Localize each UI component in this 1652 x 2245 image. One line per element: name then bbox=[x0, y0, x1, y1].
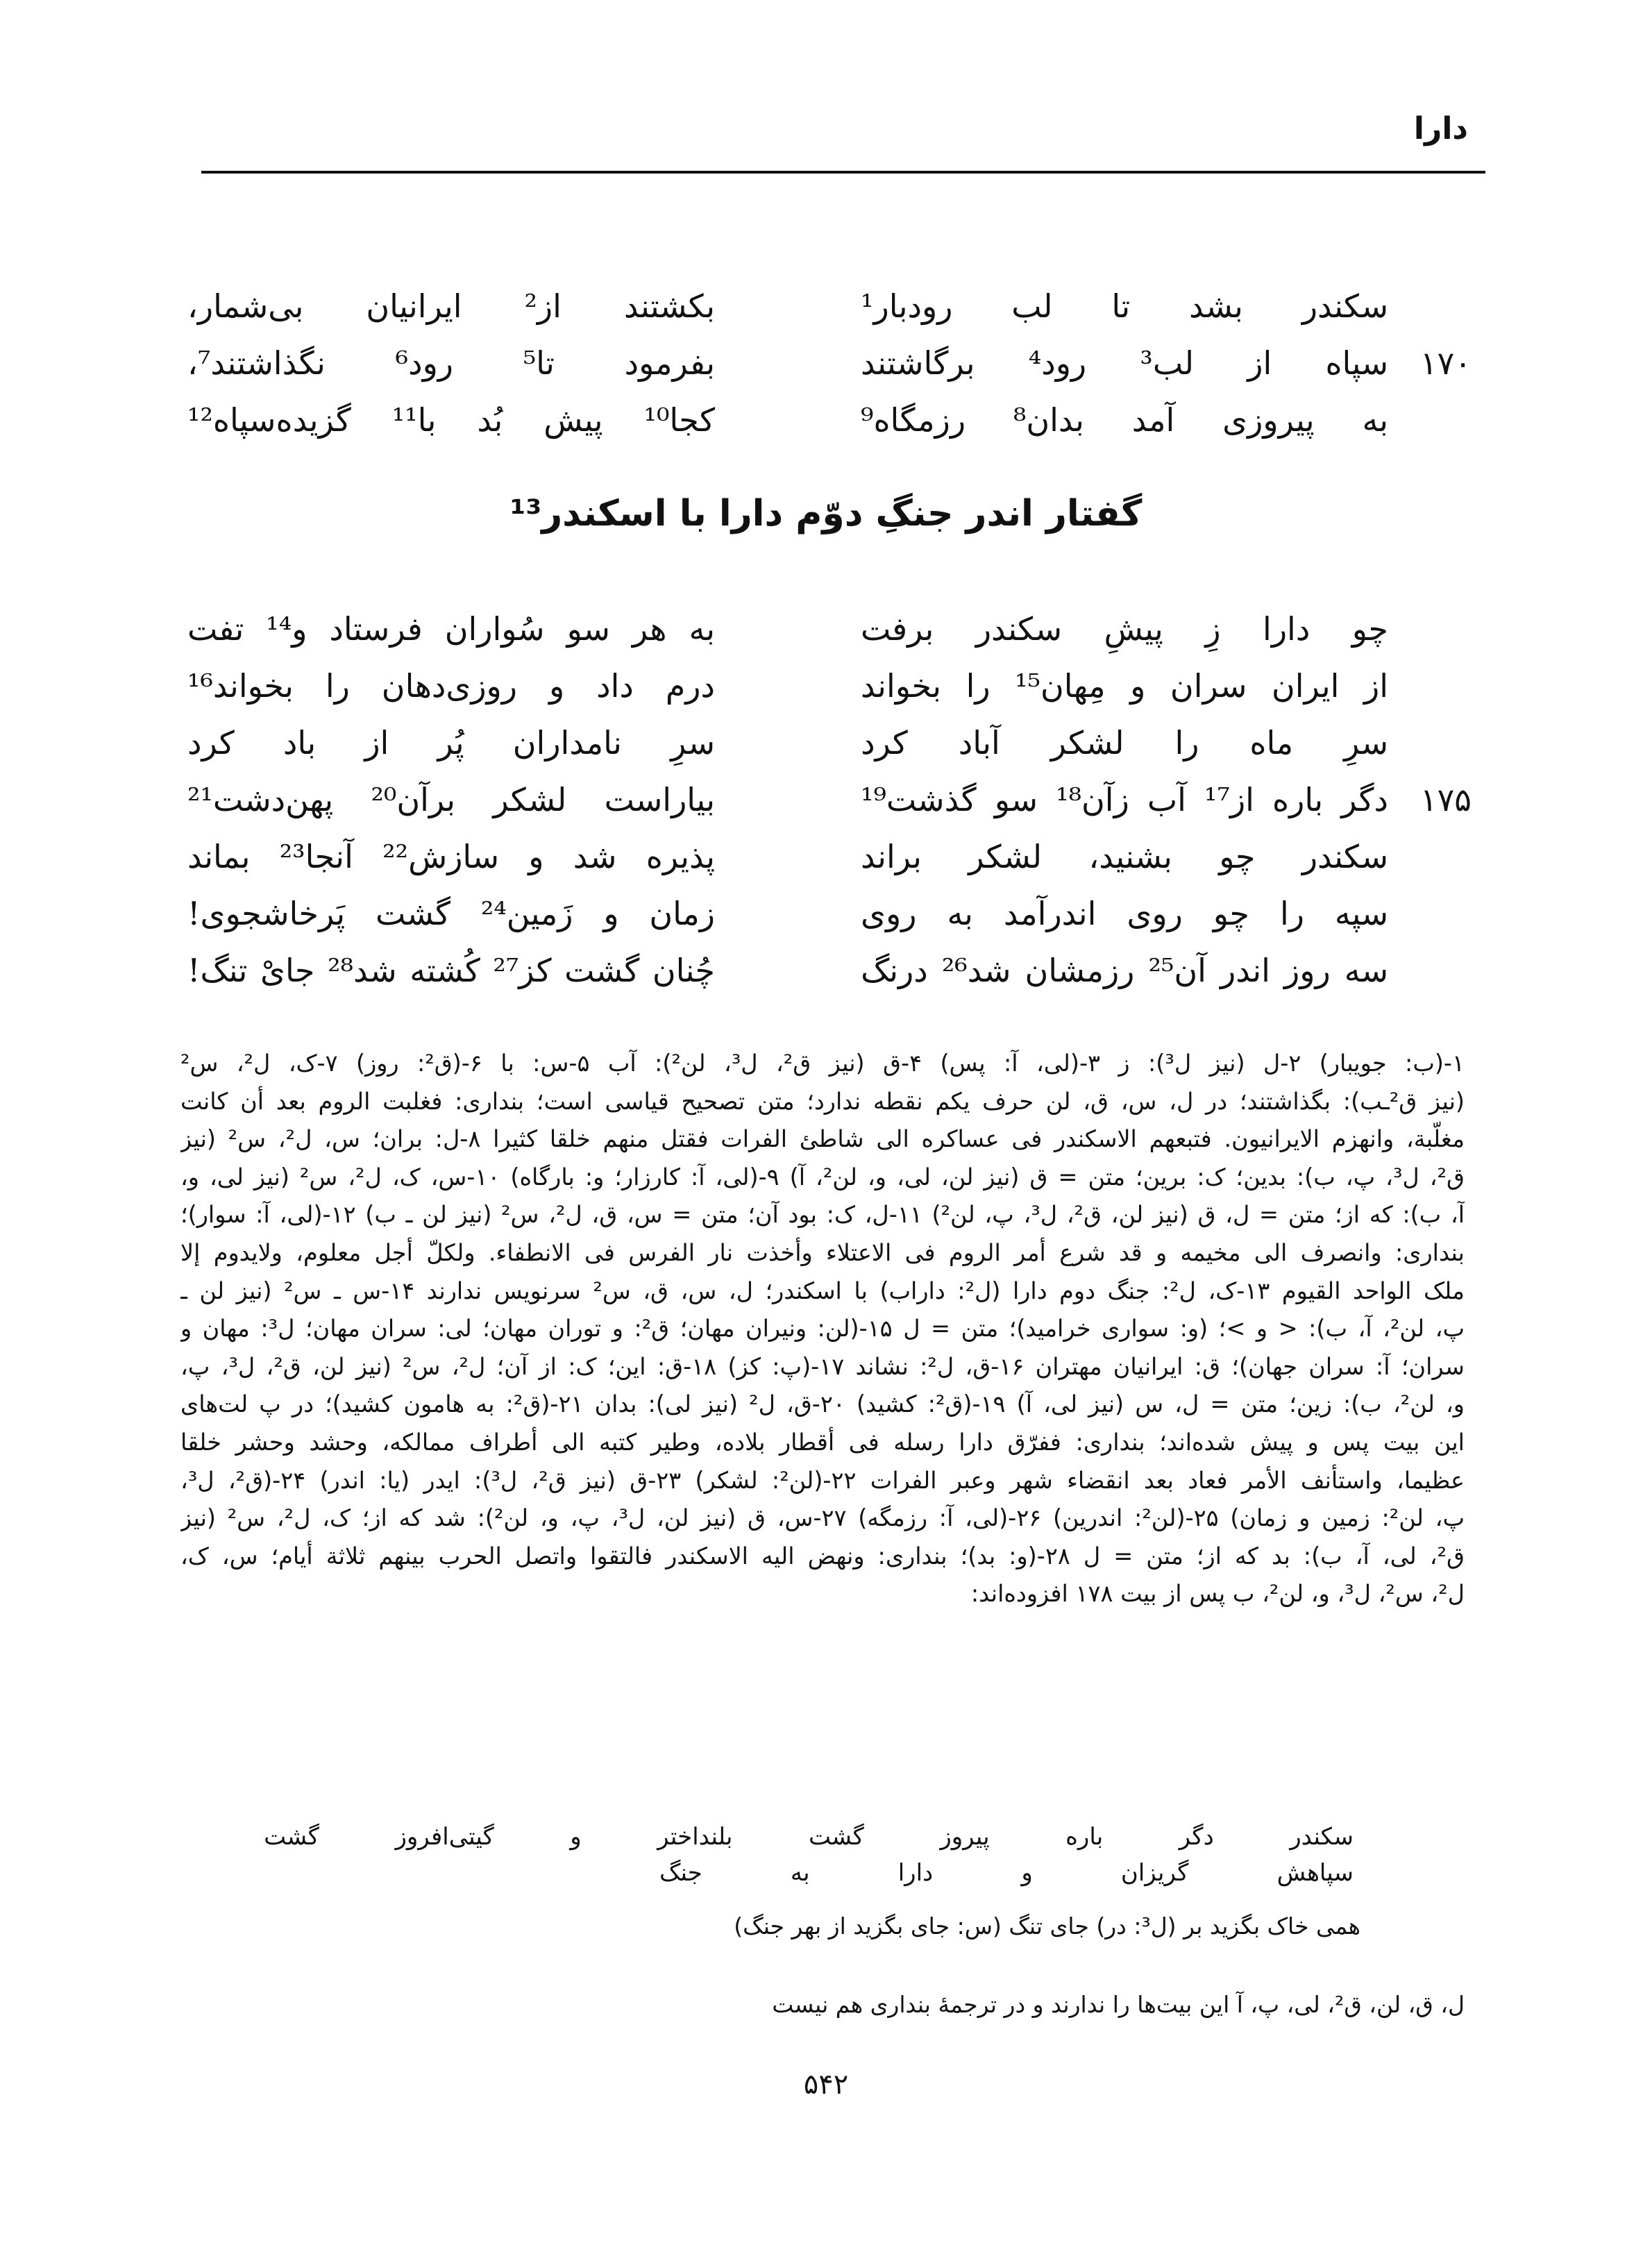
verse-word: چُنان bbox=[652, 952, 715, 989]
verse-word: تفت bbox=[187, 610, 244, 648]
hemistich-right bbox=[861, 610, 1388, 648]
verse-word: پهن‌دشت²¹ bbox=[187, 781, 334, 818]
verse-word: سکندر bbox=[1301, 838, 1388, 875]
verse-word: چو bbox=[1213, 895, 1249, 932]
couplet bbox=[187, 885, 1465, 942]
verse-word: تنگ! bbox=[187, 952, 248, 989]
verse-word: پَرخاشجوی! bbox=[187, 895, 346, 932]
verse-word: مِهان¹⁵ bbox=[1015, 667, 1106, 705]
verse-word: رود⁶ bbox=[395, 344, 453, 382]
verse-word: ماه bbox=[1249, 724, 1294, 762]
verse-word: به bbox=[790, 1859, 810, 1887]
verse-word: شد²⁸ bbox=[328, 952, 397, 989]
verse-word: سکندر bbox=[975, 610, 1063, 648]
verse-word: جایْ bbox=[260, 952, 315, 989]
footnote-line: (نیز ق²ـب): بگذاشتند؛ در ل، س، ق، لن حرف یکم نقطه ندارد؛ متن تصحیح قیاسی است؛ بنداری: فغلبت الروم بعد أن کانت bbox=[180, 1087, 1465, 1115]
verse-word: بشنید، bbox=[1088, 838, 1172, 875]
verse-word: تا bbox=[1111, 287, 1131, 325]
footnote-line: ق²، لی، آ، ب): بد که از؛ متن = ل ۲۸-(و: بد)؛ بنداری: ونهض الیه الاسکندر فالتقوا واتصل الحرب بینهم ثلاثة أیام؛ س، ک، bbox=[180, 1542, 1465, 1570]
verse-word: برگاشتند bbox=[861, 344, 975, 382]
verse-word: جنگ bbox=[659, 1859, 702, 1887]
hemistich-right bbox=[861, 344, 1388, 382]
verse-word: رزمشان bbox=[1025, 952, 1135, 989]
footnote-line: مغلّبة، وانهزم الایرانیون. فتبعهم الاسکندر فی عساکره الی شاطئ الفرات فقتل منهم خلقا کثیرا ۸-ل: بران؛ س، ل²، س² (نیز bbox=[180, 1125, 1465, 1153]
hemistich-right bbox=[861, 401, 1388, 439]
verse-word: از bbox=[1364, 667, 1388, 705]
verse-word: از bbox=[1247, 344, 1272, 382]
verse-word: پیشِ bbox=[1104, 610, 1163, 648]
verse-word: بی‌شمار، bbox=[187, 287, 304, 325]
verse-word: کز²⁷ bbox=[493, 952, 552, 989]
verse-word: بماند bbox=[187, 838, 251, 875]
footnote-line: ملک الواحد القیوم ۱۳-ک، ل²: جنگ دوم دارا (ل²: داراب) با اسکندر؛ ل، س، ق، س² سرنویس ندارند ۱۴-س ـ س² (نیز لن ـ bbox=[180, 1277, 1465, 1304]
verse-word: سه bbox=[1344, 952, 1388, 989]
verse-word: سو bbox=[994, 781, 1038, 818]
footnotes bbox=[180, 1045, 1465, 1613]
footnote-line: و، لن²، ب): زین؛ متن = ل، س (نیز لی، آ) ۱۹-(ق²: کشید) ۲۰-ق، ل² (نیز لی): بدان ۲۱-(ق²: به هامون کشید)؛ در پ لت‌های bbox=[180, 1390, 1465, 1418]
verse-word: بشد bbox=[1188, 287, 1243, 325]
added-verse-line-2 bbox=[659, 1855, 1354, 1891]
verse-word: کجا¹⁰ bbox=[643, 401, 715, 439]
verse-word: شد bbox=[573, 838, 617, 875]
running-title: دارا bbox=[1413, 111, 1468, 146]
hemistich-left bbox=[187, 667, 715, 705]
verse-word: رودبار¹ bbox=[861, 287, 953, 325]
verse-word: و bbox=[548, 667, 565, 705]
verse-word: بخواند bbox=[861, 667, 942, 705]
verse-word: فرستاد bbox=[329, 610, 423, 648]
verse-word: باد bbox=[283, 724, 317, 762]
footnote-closing-line: ل، ق، لن، ق²، لی، پ، آ این بیت‌ها را ندارند و در ترجمهٔ بنداری هم نیست bbox=[772, 1991, 1465, 2018]
verse-word: تا⁵ bbox=[523, 344, 555, 382]
footnote-line: بنداری: وانصرف الی مخیمه و قد شرع أمر الروم فی الاعتلاء وأخذت نار الفرس فی الانطفاء. ولکلّ أجل معلوم، ولایدوم إلا bbox=[180, 1238, 1465, 1266]
verse-word: لشکر bbox=[493, 781, 567, 818]
verse-word: کُشته bbox=[410, 952, 480, 989]
footnote-line: سران؛ آ: سران جهان)؛ ق: ایرانیان مهتران ۱۶-ق، ل²: نشاند ۱۷-(پ: کز) ۱۸-ق: این؛ ک: از آن؛ ل²، س² (نیز لن، ق²، ل³، پ، bbox=[180, 1352, 1465, 1380]
verse-word: گشت bbox=[808, 1823, 864, 1851]
verse-word: نگذاشتند⁷، bbox=[187, 344, 326, 382]
couplet bbox=[187, 657, 1465, 714]
couplet bbox=[187, 392, 1465, 448]
verse-word: باره bbox=[1272, 781, 1324, 818]
verse-word: لشکر bbox=[968, 838, 1043, 875]
verse-word: را bbox=[1174, 724, 1199, 762]
verse-word: رود⁴ bbox=[1028, 344, 1087, 382]
hemistich-left bbox=[187, 401, 715, 439]
header-rule bbox=[201, 171, 1485, 174]
verse-word: سرِ bbox=[671, 724, 715, 762]
verse-number: ۱۷۰ bbox=[1419, 344, 1472, 382]
verse-word: بیاراست bbox=[604, 781, 715, 818]
verse-word: پیش bbox=[543, 401, 603, 439]
verse-word: به bbox=[689, 610, 715, 648]
verse-word: و bbox=[1130, 667, 1146, 705]
footnote-line: پ، لن²: زمین و زمان) ۲۵-(لن²: اندرین) ۲۶-(لی، آ: رزمگه) ۲۷-س، ق (نیز لن، ل³، پ، و، لن²): شد که از؛ ک، ل²، س² (نیز bbox=[180, 1504, 1465, 1532]
verse-word: کرد bbox=[187, 724, 235, 762]
hemistich-left bbox=[187, 610, 715, 648]
verse-word: لشکر bbox=[1050, 724, 1124, 762]
verse-word: دارا bbox=[1263, 610, 1310, 648]
verse-word: پذیره bbox=[646, 838, 715, 875]
hemistich-left bbox=[187, 895, 715, 932]
verse-word: با¹¹ bbox=[391, 401, 437, 439]
hemistich-left bbox=[187, 952, 715, 989]
verse-word: گشت bbox=[264, 1823, 319, 1851]
verse-word: اندرآمد bbox=[1003, 895, 1097, 932]
hemistich-right bbox=[861, 895, 1388, 932]
couplet bbox=[187, 600, 1465, 657]
verse-word: نامداران bbox=[512, 724, 622, 762]
verse-word: زآن¹⁸ bbox=[1056, 781, 1129, 818]
verse-word: سپاه bbox=[1325, 344, 1388, 382]
verse-word: سپه bbox=[1334, 895, 1388, 932]
verse-word: هر bbox=[632, 610, 667, 648]
couplet bbox=[187, 335, 1472, 392]
verse-word: سرِ bbox=[1344, 724, 1388, 762]
verse-word: گشت bbox=[375, 895, 451, 932]
verse-word: آنجا²³ bbox=[279, 838, 353, 875]
couplet bbox=[187, 278, 1465, 335]
verse-word: اندر bbox=[1220, 952, 1270, 989]
verse-word: بلنداختر bbox=[657, 1823, 733, 1851]
verse-word: چو bbox=[1219, 838, 1256, 875]
verse-word: درنگ bbox=[861, 952, 928, 989]
hemistich-right bbox=[861, 287, 1388, 325]
verse-word: برفت bbox=[861, 610, 934, 648]
verse-word: دارا bbox=[897, 1859, 934, 1887]
verse-number: ۱۷۵ bbox=[1419, 781, 1472, 818]
couplet bbox=[187, 942, 1465, 999]
verse-word: لب³ bbox=[1140, 344, 1195, 382]
verse-word: گیتی‌افروز bbox=[395, 1823, 494, 1851]
verse-word: بفرمود bbox=[624, 344, 715, 382]
verse-word: و bbox=[1021, 1859, 1033, 1887]
hemistich-right bbox=[861, 724, 1388, 762]
verse-word: به bbox=[947, 895, 973, 932]
verse-word: و¹⁴ bbox=[266, 610, 307, 648]
footnote-line: ق²، ل³، پ، ب): بدین؛ ک: برین؛ متن = ق (نیز لن، لی، و، لن²، آ) ۹-(لی، آ: کارزار؛ و: بارگاه) ۱۰-س، ک، ل²، س² (نیز لی، و، bbox=[180, 1163, 1465, 1191]
verse-word: روی bbox=[861, 895, 917, 932]
verse-word: براند bbox=[861, 838, 922, 875]
verse-word: بدان⁸ bbox=[1013, 401, 1084, 439]
verse-word: بخواند¹⁶ bbox=[187, 667, 294, 705]
verse-word: آمد bbox=[1131, 401, 1175, 439]
verse-word: رزمگاه⁹ bbox=[861, 401, 966, 439]
footnote-line: این بیت پس و پیش شده‌اند؛ بنداری: ففرّق دارا رسله فی أقطار بلاده، وطیر کتبه الی أطراف ممالکه، وحشد وحشر خلقا bbox=[180, 1428, 1465, 1456]
verse-word: آباد bbox=[958, 724, 1000, 762]
verse-word: درم bbox=[665, 667, 715, 705]
verse-word: زَمین²⁴ bbox=[480, 895, 573, 932]
hemistich-right bbox=[861, 781, 1388, 818]
hemistich-left bbox=[187, 344, 715, 382]
verse-word: روی bbox=[1127, 895, 1183, 932]
hemistich-left bbox=[187, 781, 715, 818]
verse-word: و bbox=[570, 1823, 582, 1851]
verse-word: شد²⁶ bbox=[941, 952, 1011, 989]
verse-word: را bbox=[966, 667, 991, 705]
verse-word: سازش²² bbox=[382, 838, 499, 875]
verse-word: لب bbox=[1011, 287, 1053, 325]
hemistich-left bbox=[187, 724, 715, 762]
hemistich-left bbox=[187, 838, 715, 875]
verse-word: از² bbox=[524, 287, 562, 325]
verse-word: سکندر bbox=[1290, 1823, 1354, 1851]
verse-word: باره bbox=[1065, 1823, 1104, 1851]
verse-word: برآن²⁰ bbox=[371, 781, 456, 818]
verse-word: ایران bbox=[1271, 667, 1340, 705]
page-number: ۵۴۲ bbox=[803, 2069, 849, 2101]
verse-word: چو bbox=[1351, 610, 1388, 648]
hemistich-right bbox=[861, 838, 1388, 875]
added-verses bbox=[264, 1819, 1354, 1891]
hemistich-left bbox=[187, 287, 715, 325]
verse-block-2 bbox=[187, 600, 1472, 999]
verse-word: را bbox=[325, 667, 350, 705]
verse-word: روز bbox=[1284, 952, 1331, 989]
verse-word: زِ bbox=[1205, 610, 1221, 648]
verse-word: از¹⁷ bbox=[1204, 781, 1254, 818]
added-verse-line-1 bbox=[264, 1819, 1354, 1855]
verse-word: گذشت¹⁹ bbox=[861, 781, 977, 818]
verse-word: به bbox=[1362, 401, 1388, 439]
verse-word: دگر bbox=[1341, 781, 1388, 818]
verse-word: بکشتند bbox=[623, 287, 715, 325]
verse-word: پیروز bbox=[940, 1823, 990, 1851]
verse-word: و bbox=[528, 838, 544, 875]
verse-word: کرد bbox=[861, 724, 908, 762]
couplet bbox=[187, 771, 1472, 828]
verse-word: سو bbox=[566, 610, 610, 648]
hemistich-right bbox=[861, 667, 1388, 705]
verse-word: پُر bbox=[437, 724, 464, 762]
footnote-line: ۱-(ب: جویبار) ۲-ل (نیز ل³): ز ۳-(لی، آ: پس) ۴-ق (نیز ق²، ل³، لن²): آب ۵-س: با ۶-(ق²: روز) ۷-ک، ل²، س² bbox=[180, 1050, 1465, 1077]
footnote-line: عظیما، واستأنف الأمر فعاد بعد انقضاء شهر وعبر الفرات ۲۲-(لن²: لشکر) ۲۳-ق (نیز ق²، ل³): ایدر (یا: اندر) ۲۴-(ق²، ل³، bbox=[180, 1466, 1465, 1494]
couplet bbox=[187, 828, 1465, 885]
verse-word: سران bbox=[1170, 667, 1247, 705]
footnote-line: پ، لن²، آ، ب): < و >؛ (و: سواری خرامید)؛ متن = ل ۱۵-(لن: ونیران مهان؛ ق²: و توران مهان؛ لی: سران مهان؛ ل³: مهان و bbox=[180, 1315, 1465, 1343]
verse-word: سُواران bbox=[444, 610, 545, 648]
verse-word: آن²⁵ bbox=[1148, 952, 1206, 989]
verse-word: ایرانیان bbox=[366, 287, 462, 325]
verse-word: گشت bbox=[564, 952, 640, 989]
verse-word: گزیده‌سپاه¹² bbox=[187, 401, 351, 439]
verse-word: و bbox=[603, 895, 619, 932]
verse-word: از bbox=[364, 724, 389, 762]
hemistich-right bbox=[861, 952, 1388, 989]
verse-word: سکندر bbox=[1301, 287, 1388, 325]
added-verse-line-3: همی خاک بگزید بر (ل³: در) جای تنگ (س: جای بگزید از بهر جنگ) bbox=[734, 1912, 1360, 1940]
verse-word: داد bbox=[596, 667, 634, 705]
verse-block-1 bbox=[187, 278, 1472, 448]
section-title: گفتار اندر جنگِ دوّم دارا با اسکندر¹³ bbox=[509, 493, 1143, 535]
footnote-line: ل²، س²، ل³، و، لن²، ب پس از بیت ۱۷۸ افزوده‌اند: bbox=[970, 1580, 1465, 1608]
verse-word: دگر bbox=[1179, 1823, 1214, 1851]
verse-word: را bbox=[1279, 895, 1304, 932]
verse-word: گریزان bbox=[1120, 1859, 1189, 1887]
verse-word: آب bbox=[1147, 781, 1186, 818]
couplet bbox=[187, 714, 1465, 771]
verse-word: پیروزی bbox=[1222, 401, 1315, 439]
footnote-line: آ، ب): که از؛ متن = ل، ق (نیز لن، ق²، ل³، پ، لن²) ۱۱-ل، ک: بود آن؛ متن = س، ق، ل²، س² (نیز لن ـ ب) ۱۲-(لی، آ: سوار)؛ bbox=[180, 1201, 1465, 1229]
verse-word: روزی‌دهان bbox=[381, 667, 517, 705]
verse-word: زمان bbox=[649, 895, 715, 932]
verse-word: بُد bbox=[477, 401, 503, 439]
verse-word: سپاهش bbox=[1276, 1859, 1354, 1887]
